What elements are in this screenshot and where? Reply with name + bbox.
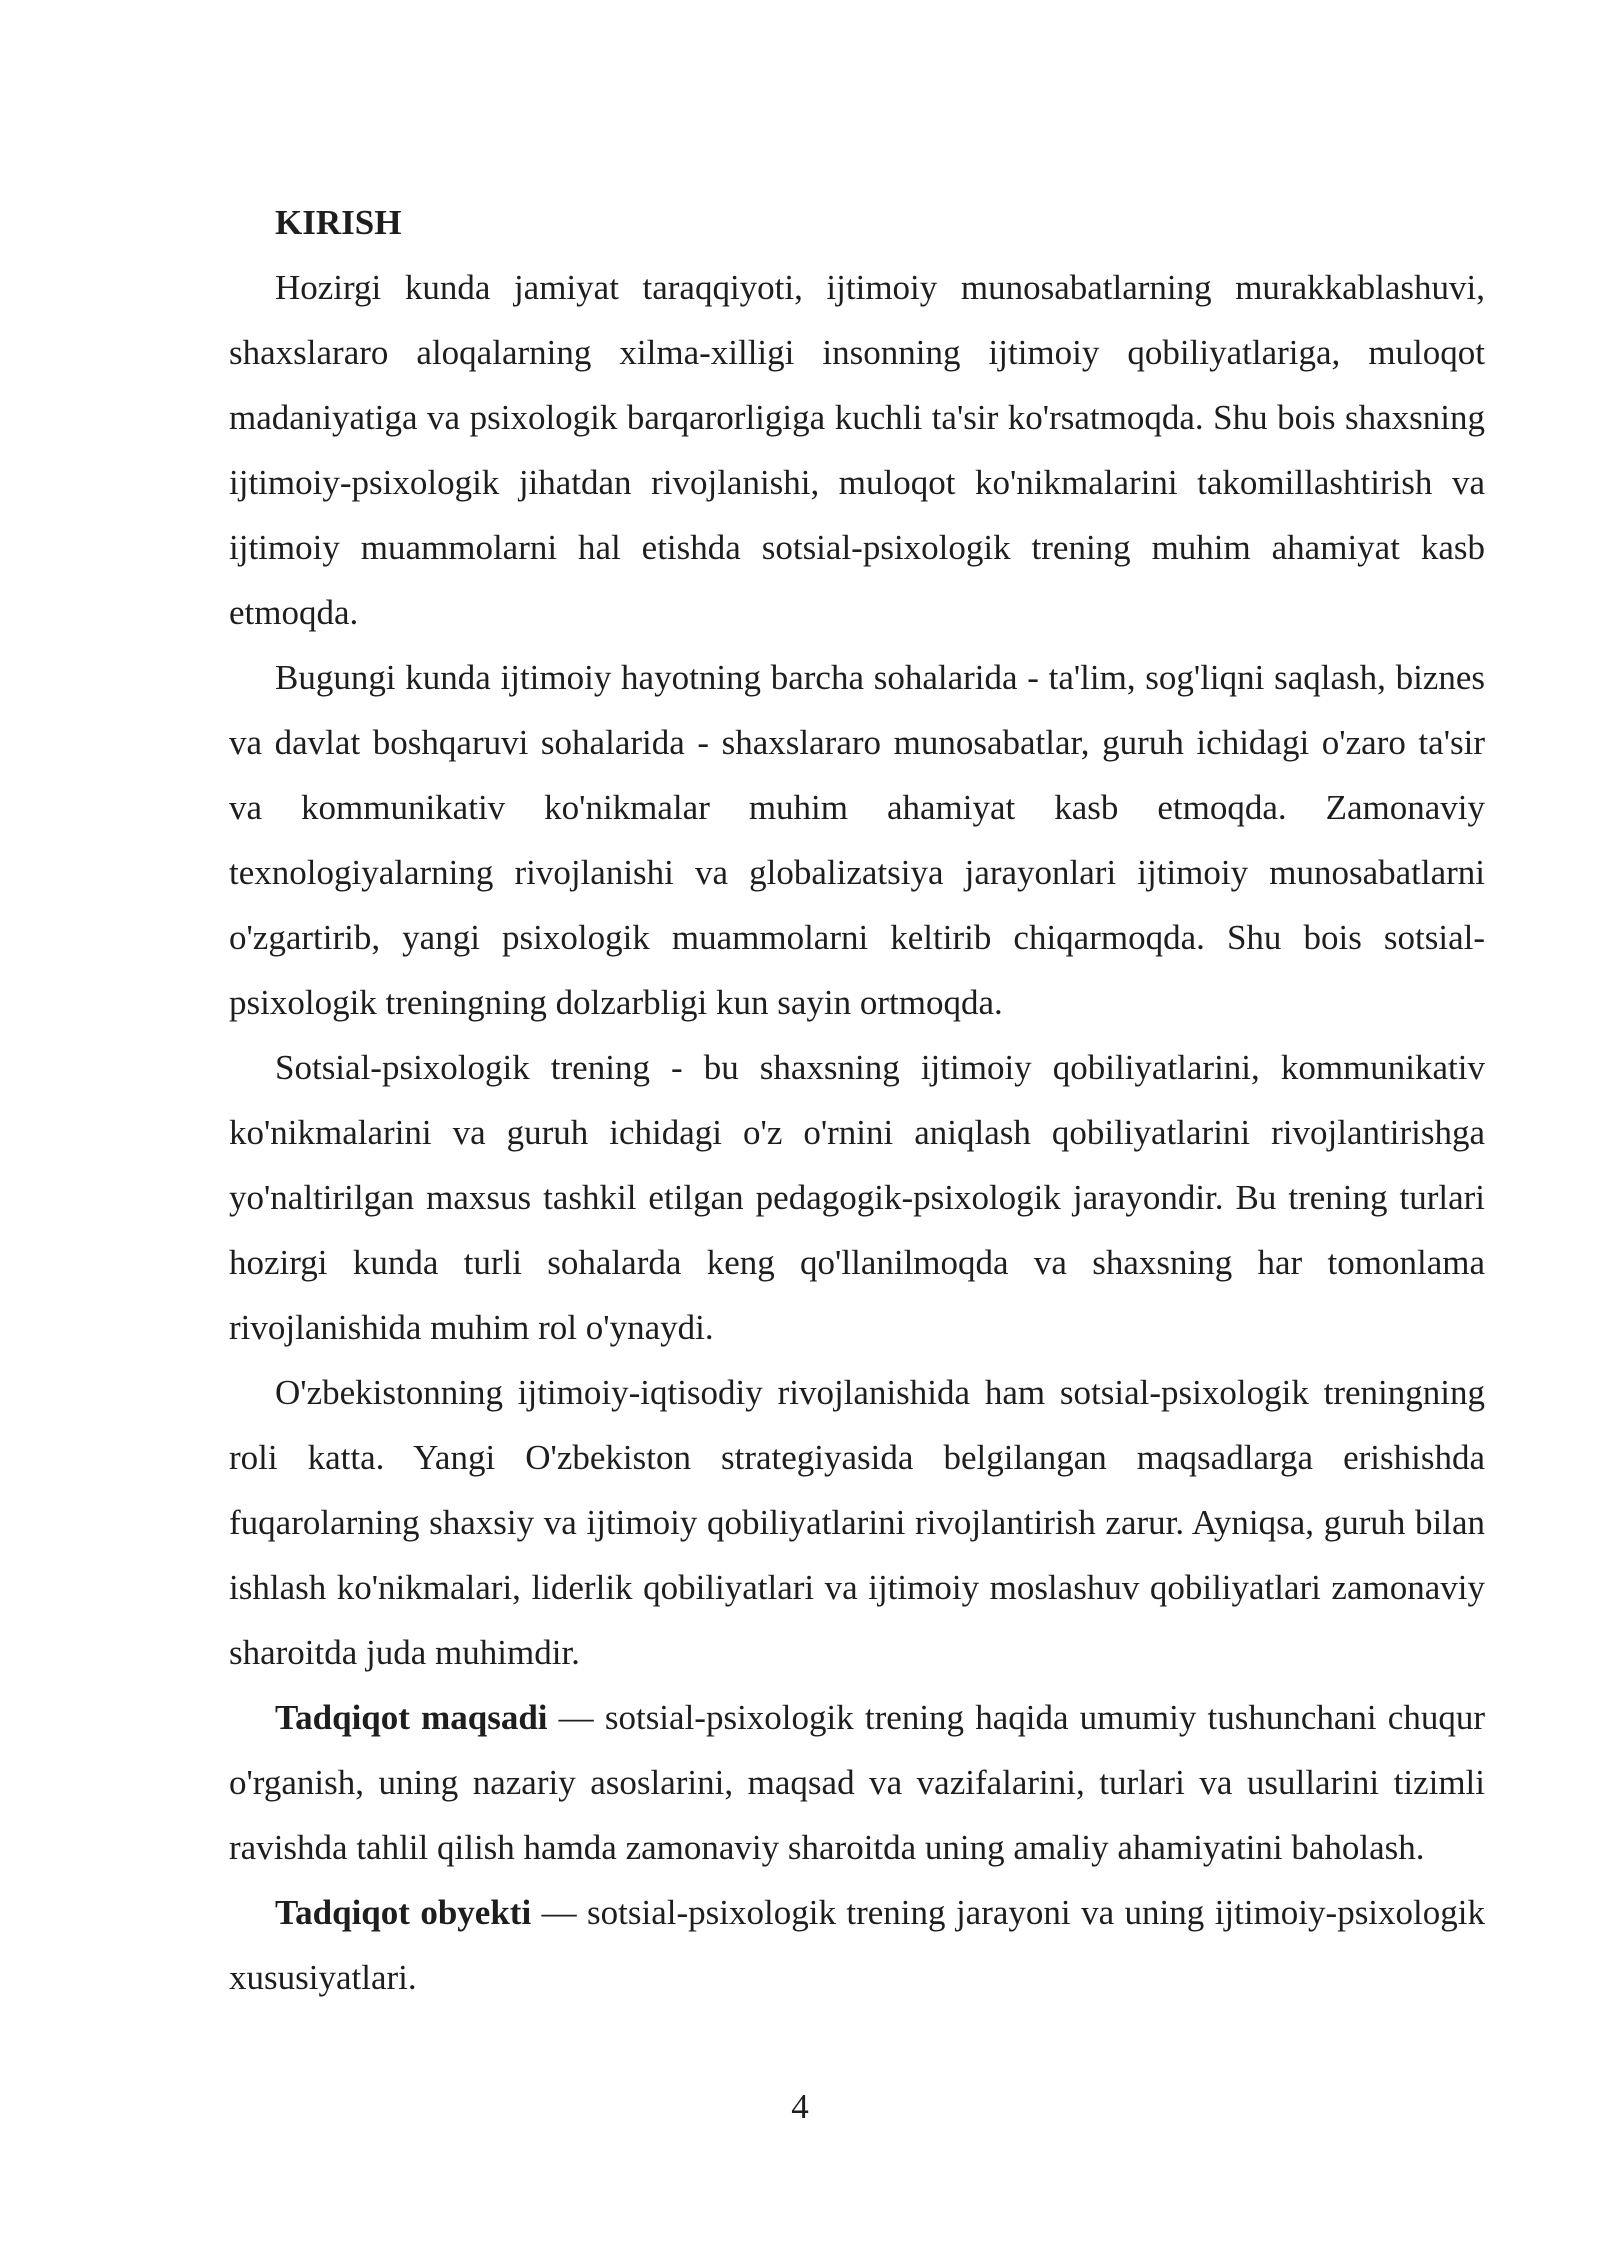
- paragraph-3: Sotsial-psixologik trening - bu shaxsning ijtimoiy qobiliyatlarini, kommunikativ ko'nikmalarini va guruh ichidagi o'z o'rnini aniqlash qobiliyatlarini rivojlantirishga yo'naltirilgan maxsus tashkil etilgan pedagogik-psixologik jarayondir. Bu trening turlari hozirgi kunda turli sohalarda keng qo'llanilmoqda va shaxsning har tomonlama rivojlanishida muhim rol o'ynaydi.: [229, 1048, 1485, 1347]
- paragraph-1: Hozirgi kunda jamiyat taraqqiyoti, ijtimoiy munosabatlarning murakkablashuvi, shaxslararo aloqalarning xilma-xilligi insonning ijtimoiy qobiliyatlariga, muloqot madaniyatiga va psixologik barqarorligiga kuchli ta'sir ko'rsatmoqda. Shu bois shaxsning ijtimoiy-psixologik jihatdan rivojlanishi, muloqot ko'nikmalarini takomillashtirish va ijtimoiy muammolarni hal etishda sotsial-psixologik trening muhim ahamiyat kasb etmoqda.: [229, 268, 1485, 632]
- paragraph-4: O'zbekistonning ijtimoiy-iqtisodiy rivojlanishida ham sotsial-psixologik treningning roli katta. Yangi O'zbekiston strategiyasida belgilangan maqsadlarga erishishda fuqarolarning shaxsiy va ijtimoiy qobiliyatlarini rivojlantirish zarur. Ayniqsa, guruh bilan ishlash ko'nikmalari, liderlik qobiliyatlari va ijtimoiy moslashuv qobiliyatlari zamonaviy sharoitda juda muhimdir.: [229, 1373, 1485, 1672]
- research-object-term: Tadqiqot obyekti: [275, 1893, 532, 1932]
- research-goal-text: — sotsial-psixologik trening haqida umumiy tushunchani chuqur o'rganish, uning nazariy asoslarini, maqsad va vazifalarini, turlari va usullarini tizimli ravishda tahlil qilish hamda zamonaviy sharoitda uning amaliy ahamiyatini baholash.: [229, 1698, 1485, 1867]
- section-heading: KIRISH: [275, 203, 402, 242]
- page-body: [229, 190, 1485, 2010]
- paragraph-2: Bugungi kunda ijtimoiy hayotning barcha sohalarida - ta'lim, sog'liqni saqlash, biznes va davlat boshqaruvi sohalarida - shaxslararo munosabatlar, guruh ichidagi o'zaro ta'sir va kommunikativ ko'nikmalar muhim ahamiyat kasb etmoqda. Zamonaviy texnologiyalarning rivojlanishi va globalizatsiya jarayonlari ijtimoiy munosabatlarni o'zgartirib, yangi psixologik muammolarni keltirib chiqarmoqda. Shu bois sotsial-psixologik treningning dolzarbligi kun sayin ortmoqda.: [229, 658, 1485, 1022]
- research-object-paragraph: [229, 1880, 1485, 2010]
- research-object-text: — sotsial-psixologik trening jarayoni va uning ijtimoiy-psixologik xususiyatlari.: [229, 1893, 1485, 1997]
- research-goal-term: Tadqiqot maqsadi: [275, 1698, 548, 1737]
- research-goal-paragraph: [229, 1685, 1485, 1880]
- page-number: 4: [791, 2087, 809, 2126]
